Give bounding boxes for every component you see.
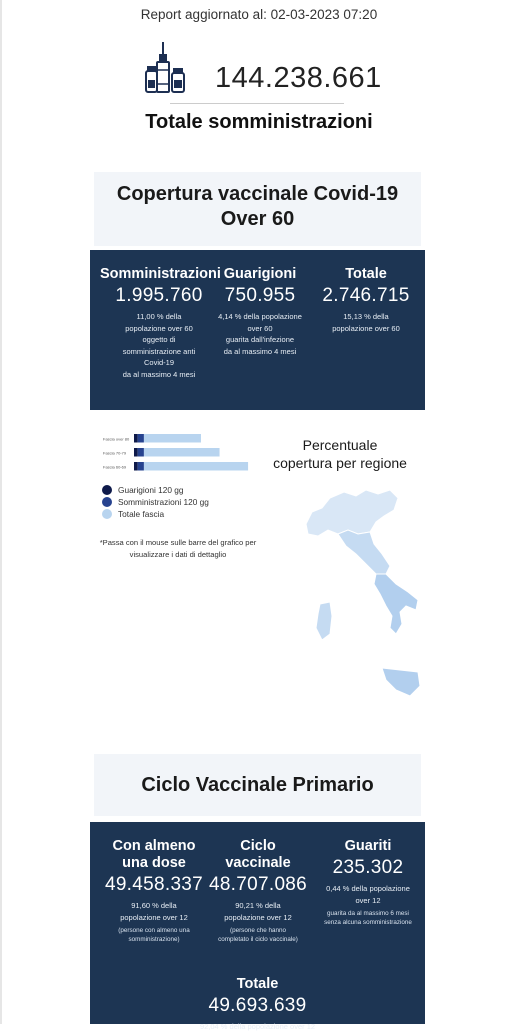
report-updated-label: Report aggiornato al: 02-03-2023 07:20 <box>140 7 378 22</box>
totale-column <box>316 266 416 334</box>
somministrazioni-value: 1.995.760 <box>115 285 203 306</box>
map-region-sardinia[interactable] <box>316 602 332 640</box>
dose-column <box>98 838 210 944</box>
bar-segment[interactable] <box>144 448 220 457</box>
legend-dot-icon <box>102 485 112 495</box>
over60-stats-panel <box>90 250 425 410</box>
vaccine-vials-icon <box>143 40 189 96</box>
legend-item: Somministrazioni 120 gg <box>102 496 209 508</box>
ciclo-totale-value: 49.693.639 <box>208 995 307 1016</box>
ciclo-stats-panel <box>90 822 425 1031</box>
age-band-bar-chart <box>100 428 260 478</box>
over60-title-line1: Copertura vaccinale Covid-19 <box>116 183 399 205</box>
bar-category-label: Fascia 60-69 <box>103 464 127 470</box>
map-region-south[interactable] <box>374 574 418 634</box>
bar-segment[interactable] <box>138 462 144 471</box>
guarigioni-desc: 4,14 % della popolazione over 60 guarita dall'infezione da al massimo 4 mesi <box>218 312 302 356</box>
ciclo-totale-desc: 92,04 % della popolazione over 12 <box>199 1022 316 1031</box>
italy-regions-map[interactable] <box>300 488 422 700</box>
bar-segment[interactable] <box>138 448 144 457</box>
bar-segment[interactable] <box>134 434 138 443</box>
chart-hint-text: *Passa con il mouse sulle barre del grafico per visualizzare i dati di dettaglio <box>99 538 257 559</box>
dose-note: (persone con almeno una somministrazione) <box>118 927 190 943</box>
total-administrations-label: Totale somministrazioni <box>145 111 373 133</box>
bar-segment[interactable] <box>144 462 248 471</box>
bar-category-label: Fascia over 80 <box>103 436 130 442</box>
guariti-column <box>316 838 420 927</box>
dose-label-line1: Con almeno <box>112 838 196 854</box>
totale-desc: 15,13 % della popolazione over 60 <box>332 312 400 333</box>
guarigioni-label: Guarigioni <box>223 266 297 282</box>
guariti-label: Guariti <box>344 838 392 854</box>
bar-segment[interactable] <box>138 434 144 443</box>
guarigioni-column <box>210 266 310 357</box>
ciclo-title-box: Ciclo Vaccinale Primario <box>94 754 421 816</box>
map-region-north[interactable] <box>306 490 398 536</box>
legend-item: Totale fascia <box>102 508 209 520</box>
divider <box>170 103 344 104</box>
ciclo-vaccinale-column <box>206 838 310 944</box>
total-administrations-value: 144.238.661 <box>215 62 382 94</box>
legend-dot-icon <box>102 497 112 507</box>
bar-category-label: Fascia 70-79 <box>103 450 127 456</box>
guariti-note: guarita da al massimo 6 mesi senza alcuna somministrazione <box>324 910 412 926</box>
ciclo-label-line2: vaccinale <box>225 855 291 871</box>
ciclo-value: 48.707.086 <box>208 874 308 895</box>
ciclo-note: (persone che hanno completato il ciclo vaccinale) <box>218 927 298 943</box>
guarigioni-value: 750.955 <box>224 285 296 306</box>
somministrazioni-column <box>100 266 221 380</box>
ciclo-totale-label: Totale <box>236 976 279 992</box>
ciclo-label-line1: Ciclo <box>240 838 276 854</box>
bar-chart-svg <box>100 428 260 478</box>
ciclo-totale-column <box>150 976 365 1033</box>
over60-title-line2: Over 60 <box>220 208 295 230</box>
somministrazioni-desc: 11,00 % della popolazione over 60 oggetto di somministrazione anti Covid-19 da al massimo 4 mesi <box>122 312 196 379</box>
over60-title-box <box>94 172 421 246</box>
dose-desc: 91,60 % della popolazione over 12 <box>120 901 188 922</box>
map-title: Percentuale copertura per regione <box>273 437 407 471</box>
chart-legend <box>102 484 209 520</box>
guariti-desc: 0,44 % della popolazione over 12 <box>326 884 410 905</box>
dose-value: 49.458.337 <box>104 874 204 895</box>
totale-value: 2.746.715 <box>322 285 410 306</box>
bar-segment[interactable] <box>134 448 138 457</box>
dose-label-line2: una dose <box>122 855 186 871</box>
page-edge <box>0 0 2 1024</box>
map-region-center[interactable] <box>338 530 390 574</box>
map-region-sicily[interactable] <box>382 668 420 696</box>
guariti-value: 235.302 <box>332 857 404 878</box>
bar-segment[interactable] <box>134 462 138 471</box>
ciclo-desc: 90,21 % della popolazione over 12 <box>224 901 292 922</box>
legend-item: Guarigioni 120 gg <box>102 484 209 496</box>
bar-segment[interactable] <box>144 434 201 443</box>
somministrazioni-label: Somministrazioni <box>100 266 221 282</box>
totale-label: Totale <box>345 266 387 282</box>
legend-dot-icon <box>102 509 112 519</box>
